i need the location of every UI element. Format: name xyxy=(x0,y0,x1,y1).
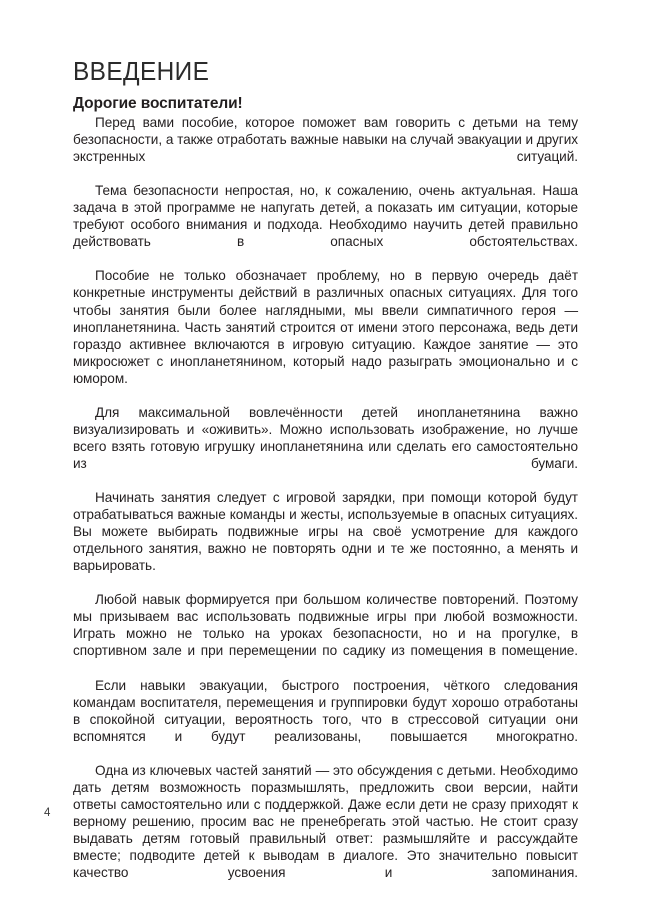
paragraph: Если навыки эвакуации, быстрого построения, чёткого следования командам воспитателя, перемещения и группировки будут хорошо отработаны в спокойной ситуации, вероятность того, что в стрессовой ситуации они вспомнятся и будут реализованы, повышается многократно. xyxy=(73,677,578,744)
body-text xyxy=(73,114,578,898)
paragraph: Для максимальной вовлечённости детей инопланетянина важно визуализировать и «оживить». Можно использовать изображение, но лучше всего взять готовую игрушку инопланетянина или сделать его самостоятельно из бумаги. xyxy=(73,404,578,471)
paragraph: Пособие не только обозначает проблему, но в первую очередь даёт конкретные инструменты действий в различных опасных ситуациях. Для того чтобы занятия были более наглядными, мы ввели симпатичного героя — инопланетянина. Часть занятий строится от имени этого персонажа, ведь дети гораздо активнее включаются в игровую ситуацию. Каждое занятие — это микросюжет с инопланетянином, который надо разыграть эмоционально и с юмором. xyxy=(73,268,578,386)
paragraph: Начинать занятия следует с игровой зарядки, при помощи которой будут отрабатываться важные команды и жесты, используемые в опасных ситуациях. Вы можете выбирать подвижные игры на своё усмотрение для каждого отдельного занятия, важно не повторять одни и те же постоянно, а менять и варьировать. xyxy=(73,490,578,574)
page-content xyxy=(73,56,578,898)
paragraph: Тема безопасности непростая, но, к сожалению, очень актуальная. Наша задача в этой программе не напугать детей, а показать им ситуации, которые требуют особого внимания и подхода. Необходимо научить детей правильно действовать в опасных обстоятельствах. xyxy=(73,183,578,250)
paragraph: Любой навык формируется при большом количестве повторений. Поэтому мы призываем вас использовать подвижные игры при любой возможности. Играть можно не только на уроках безопасности, но и на прогулке, в спортивном зале и при перемещении по садику из помещения в помещение. xyxy=(73,592,578,659)
paragraph: Перед вами пособие, которое поможет вам говорить с детьми на тему безопасности, а также отработать важные навыки на случай эвакуации и других экстренных ситуаций. xyxy=(73,115,578,165)
page-number: 4 xyxy=(44,807,51,819)
page-title: ВВЕДЕНИЕ xyxy=(73,56,210,86)
section-subtitle: Дорогие воспитатели! xyxy=(73,95,243,112)
paragraph: Одна из ключевых частей занятий — это обсуждения с детьми. Необходимо дать детям возможность поразмышлять, предложить свои версии, найти ответы самостоятельно или с поддержкой. Даже если дети не сразу приходят к верному решению, просим вас не пренебрегать этой частью. Не стоит сразу выдавать детям готовый правильный ответ: размышляйте и рассуждайте вместе; подводите детей к выводам в диалоге. Это значительно повысит качество усвоения и запоминания. xyxy=(73,762,578,881)
